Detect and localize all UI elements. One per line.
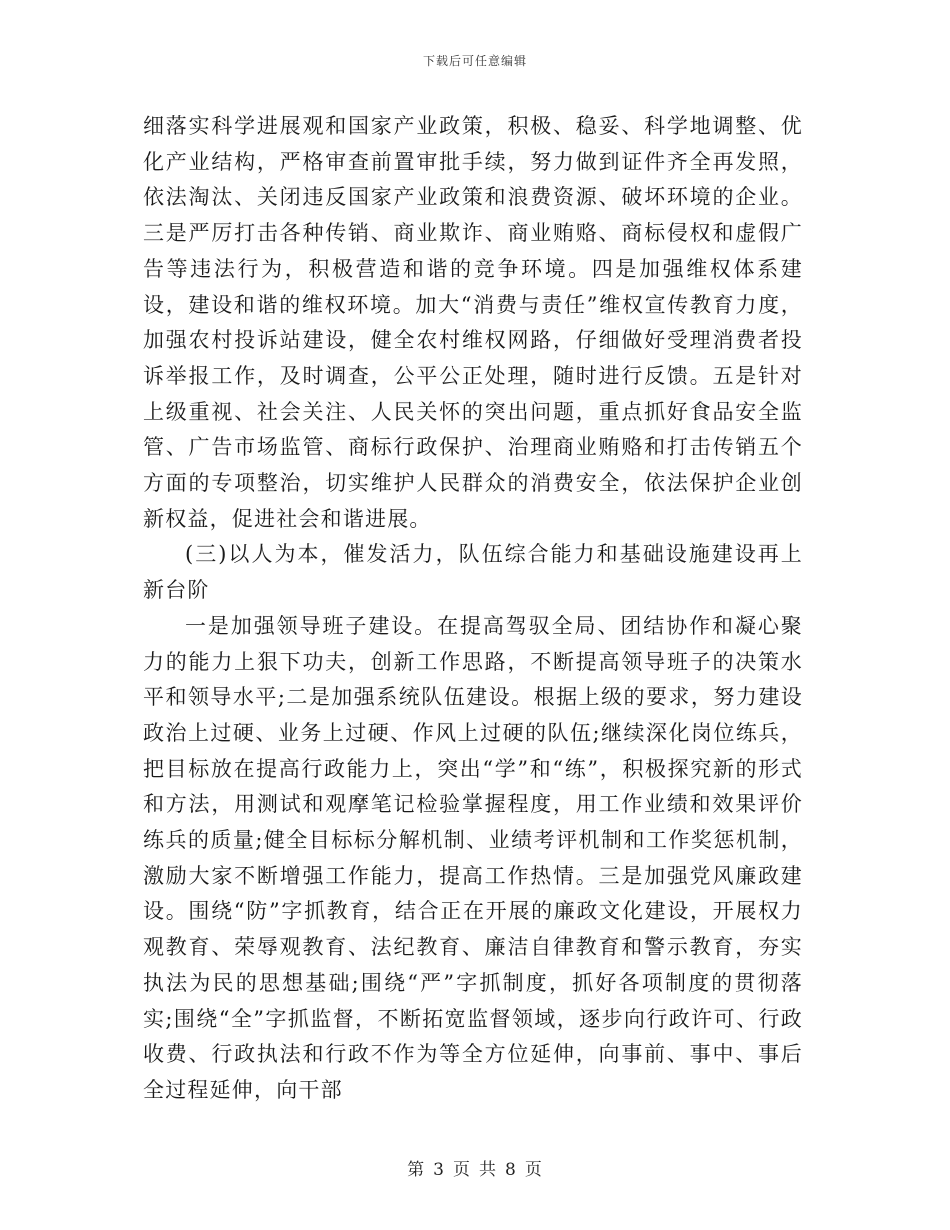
page-footer — [0, 1155, 950, 1180]
current-page-number: 3 — [433, 1160, 445, 1180]
footer-suffix: 页 — [524, 1160, 543, 1180]
body-paragraph: 一是加强领导班子建设。在提高驾驭全局、团结协作和凝心聚力的能力上狠下功夫，创新工作思路，不断提高领导班子的决策水平和领导水平;二是加强系统队伍建设。根据上级的要求，努力建设政治上过硬、业务上过硬、作风上过硬的队伍;继续深化岗位练兵，把目标放在提高行政能力上，突出“学”和“练”，积极探究新的形式和方法，用测试和观摩笔记检验掌握程度，用工作业绩和效果评价练兵的质量;健全目标标分解机制、业绩考评机制和工作奖惩机制，激励大家不断增强工作能力，提高工作热情。三是加强党风廉政建设。围绕“防”字抓教育，结合正在开展的廉政文化建设，开展权力观教育、荣辱观教育、法纪教育、廉洁自律教育和警示教育，夯实执法为民的思想基础;围绕“严”字抓制度，抓好各项制度的贯彻落实;围绕“全”字抓监督，不断拓宽监督领域，逐步向行政许可、行政收费、行政执法和行政不作为等全方位延伸，向事前、事中、事后全过程延伸，向干部 — [143, 613, 803, 1102]
header-note: 下载后可任意编辑 — [422, 54, 527, 68]
total-pages-number: 8 — [505, 1160, 517, 1180]
body-paragraph-continued: 细落实科学进展观和国家产业政策，积极、稳妥、科学地调整、优化产业结构，严格审查前置审批手续，努力做到证件齐全再发照，依法淘汰、关闭违反国家产业政策和浪费资源、破坏环境的企业。三是严厉打击各种传销、商业欺诈、商业贿赂、商标侵权和虚假广告等违法行为，积极营造和谐的竞争环境。四是加强维权体系建设，建设和谐的维权环境。加大“消费与责任”维权宣传教育力度，加强农村投诉站建设，健全农村维权网路，仔细做好受理消费者投诉举报工作，及时调查，公平公正处理，随时进行反馈。五是针对上级重视、社会关注、人民关怀的突出问题，重点抓好食品安全监管、广告市场监管、商标行政保护、治理商业贿赂和打击传销五个方面的专项整治，切实维护人民群众的消费安全，依法保护企业创新权益，促进社会和谐进展。 — [143, 114, 803, 531]
section-heading: (三)以人为本，催发活力，队伍综合能力和基础设施建设再上新台阶 — [143, 542, 803, 603]
document-body — [143, 109, 803, 1109]
footer-prefix: 第 — [407, 1160, 426, 1180]
footer-total-word: 共 — [479, 1160, 497, 1180]
footer-page-word: 页 — [453, 1160, 471, 1180]
